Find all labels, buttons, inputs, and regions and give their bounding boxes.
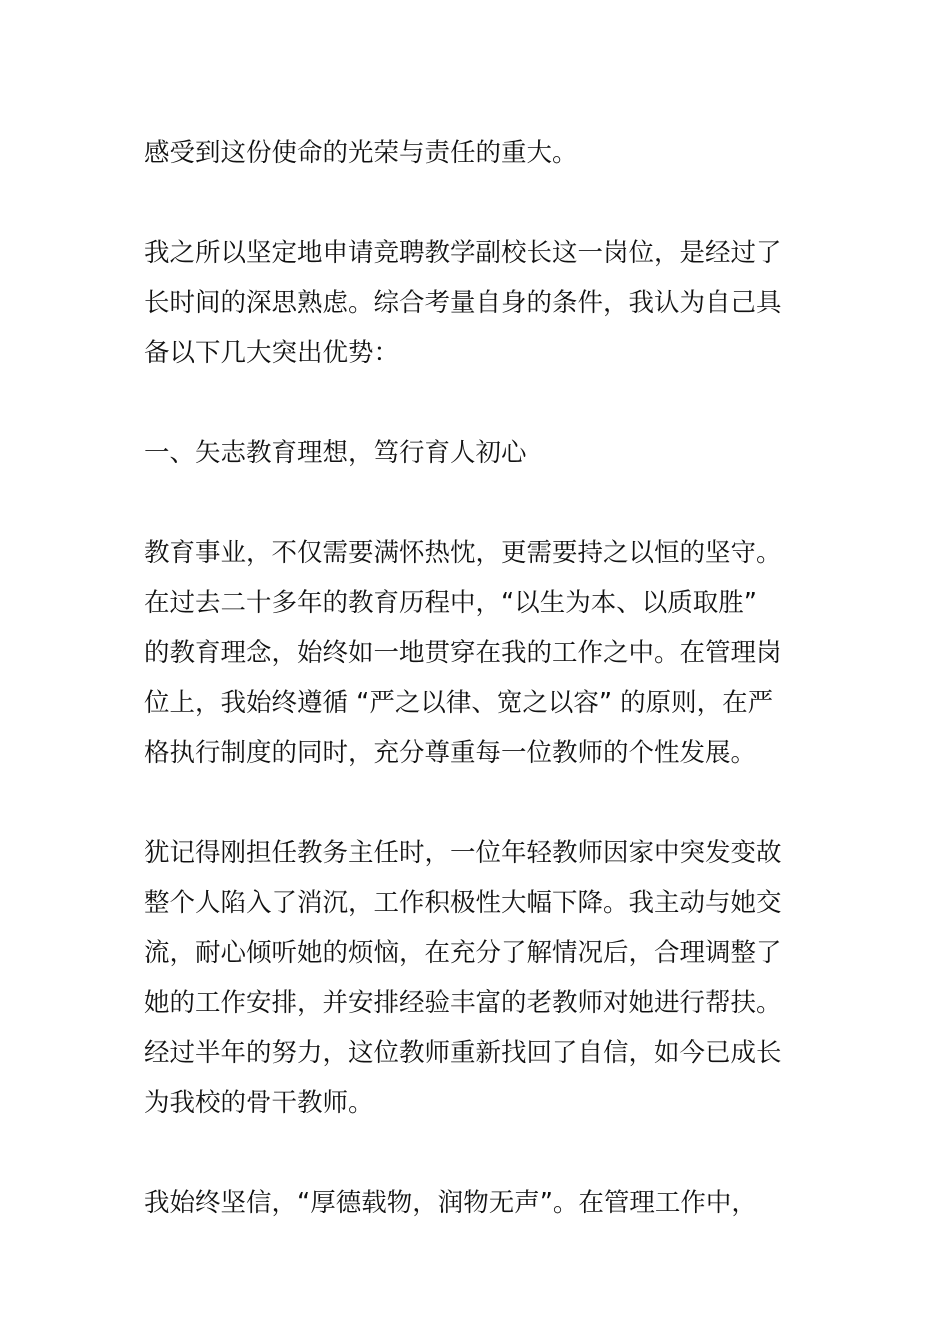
text-line: 经过半年的努力，这位教师重新找回了自信，如今已成长 — [144, 1038, 782, 1068]
paragraph-5 — [144, 1178, 808, 1228]
text-line: 长时间的深思熟虑。综合考量自身的条件，我认为自己具 — [144, 288, 782, 318]
document-body — [144, 128, 808, 1278]
text-line: 格执行制度的同时，充分尊重每一位教师的个性发展。 — [144, 738, 757, 768]
text-line: 在过去二十多年的教育历程中，“以生为本、以质取胜” — [144, 588, 757, 618]
paragraph-4 — [144, 828, 808, 1128]
text-line: 我之所以坚定地申请竞聘教学副校长这一岗位，是经过了 — [144, 238, 782, 268]
text-line: 整个人陷入了消沉，工作积极性大幅下降。我主动与她交 — [144, 888, 782, 918]
text-line: 感受到这份使命的光荣与责任的重大。 — [144, 138, 578, 168]
text-line: 她的工作安排，并安排经验丰富的老教师对她进行帮扶。 — [144, 988, 782, 1018]
paragraph-1 — [144, 128, 808, 178]
paragraph-3 — [144, 528, 808, 778]
text-line: 位上，我始终遵循 “严之以律、宽之以容” 的原则，在严 — [144, 688, 774, 718]
text-line: 备以下几大突出优势： — [144, 338, 400, 368]
heading-text: 一、矢志教育理想，笃行育人初心 — [144, 438, 527, 468]
text-line: 为我校的骨干教师。 — [144, 1088, 374, 1118]
text-line: 我始终坚信，“厚德载物，润物无声”。在管理工作中， — [144, 1188, 757, 1218]
paragraph-2 — [144, 228, 808, 378]
section-heading — [144, 428, 808, 478]
text-line: 教育事业，不仅需要满怀热忱，更需要持之以恒的坚守。 — [144, 538, 782, 568]
text-line: 犹记得刚担任教务主任时，一位年轻教师因家中突发变故 — [144, 838, 782, 868]
text-line: 流，耐心倾听她的烦恼，在充分了解情况后，合理调整了 — [144, 938, 782, 968]
text-line: 的教育理念，始终如一地贯穿在我的工作之中。在管理岗 — [144, 638, 782, 668]
